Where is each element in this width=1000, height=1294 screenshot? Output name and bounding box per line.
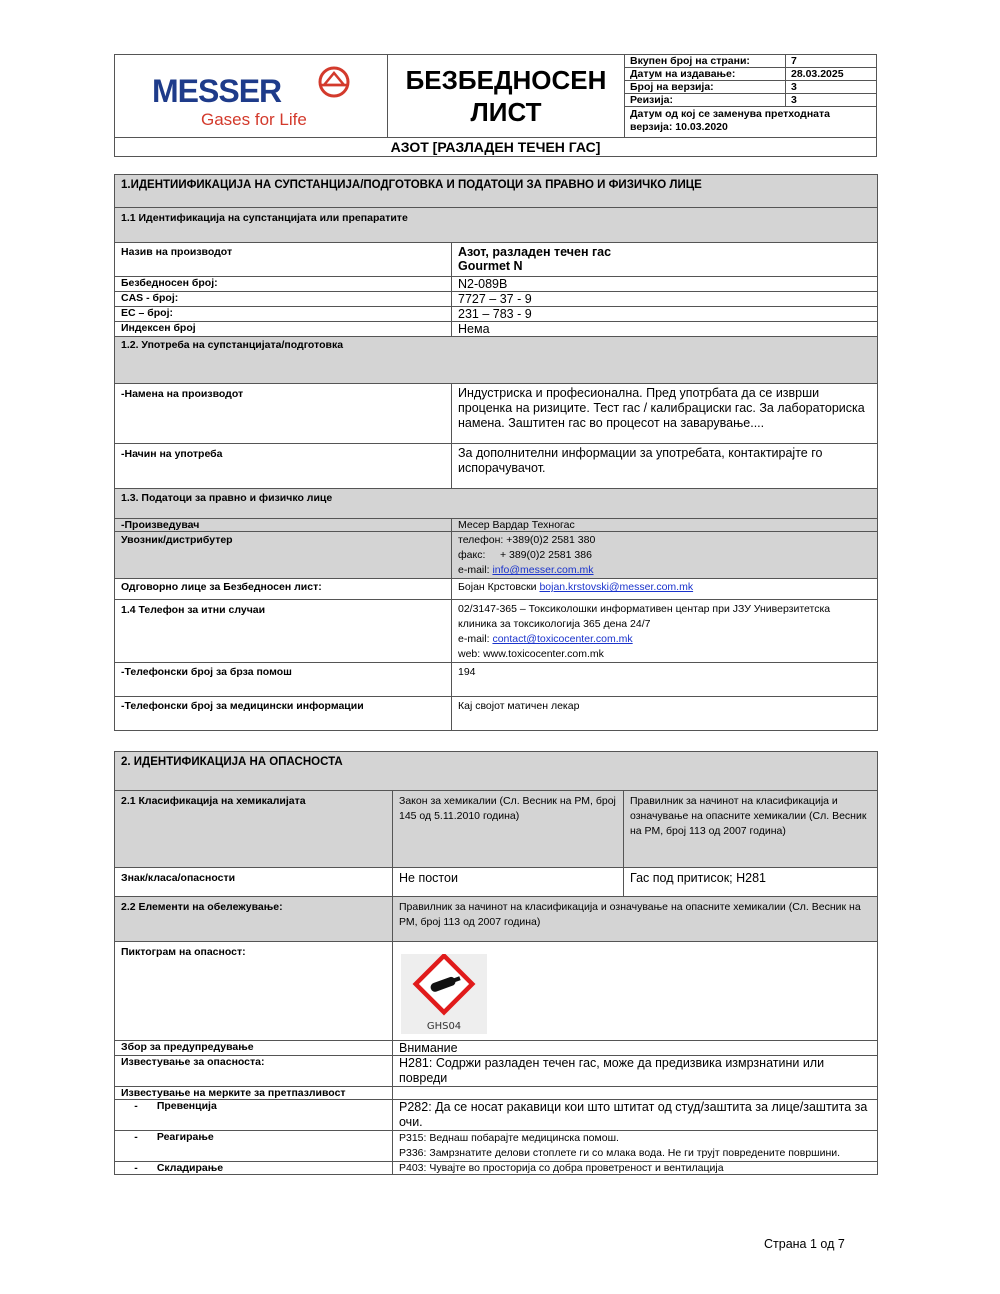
label-elements-label: 2.2 Елементи на обележување: bbox=[115, 897, 393, 942]
title-line-2: ЛИСТ bbox=[470, 97, 542, 127]
meta-value: 3 bbox=[786, 81, 877, 94]
storage-text: P403: Чувајте во просторија со добра проветреност и вентилација bbox=[393, 1162, 878, 1175]
replaced-label: Датум од кој се заменува претходната верзија: bbox=[630, 108, 830, 133]
signal-word-label: Збор за предупредување bbox=[115, 1041, 393, 1056]
purpose-text: Индустриска и професионална. Пред употрбата да се изврши проценка на ризиците. Тест гас / калибрациски гас. За лабораториска намена. Заштитен гас во процесот на заварување.... bbox=[452, 384, 878, 444]
hazard-class-law: Не постои bbox=[393, 868, 624, 897]
meta-row bbox=[625, 94, 876, 107]
medical-label: -Телефонски број за медицински информации bbox=[115, 697, 452, 731]
list-dash: - bbox=[134, 1131, 138, 1143]
messer-logo-icon bbox=[317, 65, 351, 99]
list-dash: - bbox=[134, 1100, 138, 1112]
fax-label: факс: bbox=[458, 549, 486, 561]
meta-label: Вкупен број на страни: bbox=[625, 55, 786, 68]
emergency-label: 1.4 Телефон за итни случаи bbox=[115, 600, 452, 663]
meta-label: Датум на издавање: bbox=[625, 68, 786, 81]
messer-logo: MESSER bbox=[152, 73, 282, 109]
index-label: Индексен број bbox=[115, 322, 452, 337]
responsible-email-link[interactable]: bojan.krstovski@messer.com.mk bbox=[539, 581, 694, 593]
cas-label: CAS - број: bbox=[115, 292, 452, 307]
meta-table bbox=[625, 55, 876, 134]
safety-number: N2-089B bbox=[452, 277, 878, 292]
pictogram-cell bbox=[393, 942, 878, 1041]
usage-text: За дополнителни информации за употребата, контактирајте го испорачувачот. bbox=[452, 444, 878, 489]
replaced-version bbox=[625, 107, 876, 135]
usage-label: -Начин на употреба bbox=[115, 444, 452, 489]
section-2 bbox=[114, 751, 878, 1175]
hazard-statement-label: Известување за опасноста: bbox=[115, 1056, 393, 1087]
replaced-date: 10.03.2020 bbox=[675, 121, 728, 133]
page-number: Страна 1 од 7 bbox=[764, 1237, 845, 1251]
list-dash: - bbox=[134, 1162, 138, 1174]
response-label-cell bbox=[115, 1131, 393, 1162]
section-1 bbox=[114, 174, 878, 731]
hazard-class-rule: Гас под притисок; H281 bbox=[624, 868, 878, 897]
meta-row bbox=[625, 107, 876, 135]
subsection-1-2: 1.2. Употреба на супстанцијата/подготовка bbox=[115, 337, 878, 384]
substance-subtitle: АЗОТ [РАЗЛАДЕН ТЕЧЕН ГАС] bbox=[115, 138, 877, 157]
meta-value: 7 bbox=[786, 55, 877, 68]
meta-row bbox=[625, 81, 876, 94]
storage-label-cell bbox=[115, 1162, 393, 1175]
emergency-contact bbox=[452, 600, 878, 663]
signal-word: Внимание bbox=[393, 1041, 878, 1056]
meta-cell bbox=[625, 55, 877, 138]
emergency-email-line bbox=[458, 632, 871, 647]
response-line-2: P336: Замрзнатите делови стоплете ги со млака вода. Не ги трујт повредените површини. bbox=[399, 1147, 841, 1159]
classification-law: Закон за хемикалии (Сл. Весник на РМ, број 145 од 5.11.2010 година) bbox=[393, 791, 624, 868]
emergency-phone: 02/3147-365 – Токсиколошки информативен центар при ЈЗУ Универзитетска клиника за токсикологија 365 дена 24/7 bbox=[458, 603, 831, 630]
prevention-label-cell bbox=[115, 1100, 393, 1131]
ec-number: 231 – 783 - 9 bbox=[452, 307, 878, 322]
importer-email-line bbox=[458, 563, 871, 578]
ambulance-label: -Телефонски број за брза помош bbox=[115, 663, 452, 697]
meta-label: Реизија: bbox=[625, 94, 786, 107]
manufacturer-label: -Произведувач bbox=[115, 519, 452, 532]
classification-rulebook: Правилник за начинот на класификација и означување на опасните хемикалии (Сл. Весник на РМ, број 113 од 2007 година) bbox=[624, 791, 878, 868]
subsection-1-3: 1.3. Податоци за правно и физичко лице bbox=[115, 489, 878, 519]
product-name bbox=[452, 243, 878, 277]
meta-value: 28.03.2025 bbox=[786, 68, 877, 81]
cas-number: 7727 – 37 - 9 bbox=[452, 292, 878, 307]
prevention-text: P282: Да се носат ракавици кои што штитат од студ/заштита за лице/заштита за очи. bbox=[393, 1100, 878, 1131]
email-label: e-mail: bbox=[458, 564, 490, 576]
product-name-label: Назив на производот bbox=[115, 243, 452, 277]
meta-row bbox=[625, 55, 876, 68]
response-label: Реагирање bbox=[156, 1131, 214, 1143]
hazard-statement: H281: Содржи разладен течен гас, може да предизвика измрзнатини или повреди bbox=[393, 1056, 878, 1087]
ec-label: EC – број: bbox=[115, 307, 452, 322]
label-elements-text: Правилник за начинот на класификација и означување на опасните хемикалии (Сл. Весник на РМ, број 113 од 2007 година) bbox=[393, 897, 878, 942]
importer-fax: + 389(0)2 2581 386 bbox=[499, 549, 592, 561]
index-number: Нема bbox=[452, 322, 878, 337]
responsible-name: Бојан Крстовски bbox=[458, 581, 537, 593]
document-title bbox=[388, 55, 625, 138]
email-label: e-mail: bbox=[458, 633, 490, 645]
meta-label: Број на верзија: bbox=[625, 81, 786, 94]
responsible-person bbox=[452, 579, 878, 600]
product-name-line-1: Азот, разладен течен гас bbox=[458, 245, 612, 259]
messer-tagline: Gases for Life bbox=[201, 110, 307, 129]
pictogram-label: Пиктограм на опасност: bbox=[115, 942, 393, 1041]
storage-label: Складирање bbox=[156, 1162, 224, 1174]
section-2-title: 2. ИДЕНТИФИКАЦИЈА НА ОПАСНОСТА bbox=[115, 752, 878, 791]
importer-contact bbox=[452, 532, 878, 579]
safety-number-label: Безбедносен број: bbox=[115, 277, 452, 292]
purpose-label: -Намена на производот bbox=[115, 384, 452, 444]
gas-cylinder-icon bbox=[401, 954, 487, 1034]
responsible-label: Одговорно лице за Безбедносен лист: bbox=[115, 579, 452, 600]
emergency-web: web: www.toxicocenter.com.mk bbox=[458, 648, 604, 660]
medical-info: Кај својот матичен лекар bbox=[452, 697, 878, 731]
precaution-label: Известување на мерките за претпазливост bbox=[115, 1087, 393, 1100]
response-line-1: P315: Веднаш побарајте медицинска помош. bbox=[399, 1132, 619, 1144]
subsection-1-1: 1.1 Идентификација на супстанцијата или препаратите bbox=[115, 208, 878, 243]
importer-email-link[interactable]: info@messer.com.mk bbox=[492, 564, 594, 576]
emergency-email-link[interactable]: contact@toxicocenter.com.mk bbox=[492, 633, 633, 645]
pictogram-caption: GHS04 bbox=[426, 1021, 462, 1032]
hazard-class-label: Знак/класа/опасности bbox=[115, 868, 393, 897]
title-line-1: БЕЗБЕДНОСЕН bbox=[405, 65, 607, 95]
importer-fax-line bbox=[458, 548, 871, 563]
meta-value: 3 bbox=[786, 94, 877, 107]
importer-label: Увозник/дистрибутер bbox=[115, 532, 452, 579]
product-name-line-2: Gourmet N bbox=[458, 259, 523, 273]
classification-label: 2.1 Класификација на хемикалијата bbox=[115, 791, 393, 868]
document-header bbox=[114, 54, 877, 157]
section-1-title: 1.ИДЕНТИИФИКАЦИЈА НА СУПСТАНЦИЈА/ПОДГОТОВКА И ПОДАТОЦИ ЗА ПРАВНО И ФИЗИЧКО ЛИЦЕ bbox=[115, 175, 878, 208]
ambulance-number: 194 bbox=[452, 663, 878, 697]
importer-phone: телефон: +389(0)2 2581 380 bbox=[458, 534, 596, 546]
meta-row bbox=[625, 68, 876, 81]
response-text bbox=[393, 1131, 878, 1162]
precaution-empty bbox=[393, 1087, 878, 1100]
prevention-label: Превенција bbox=[156, 1100, 217, 1112]
logo-cell bbox=[115, 55, 388, 138]
manufacturer: Месер Вардар Техногас bbox=[452, 519, 878, 532]
